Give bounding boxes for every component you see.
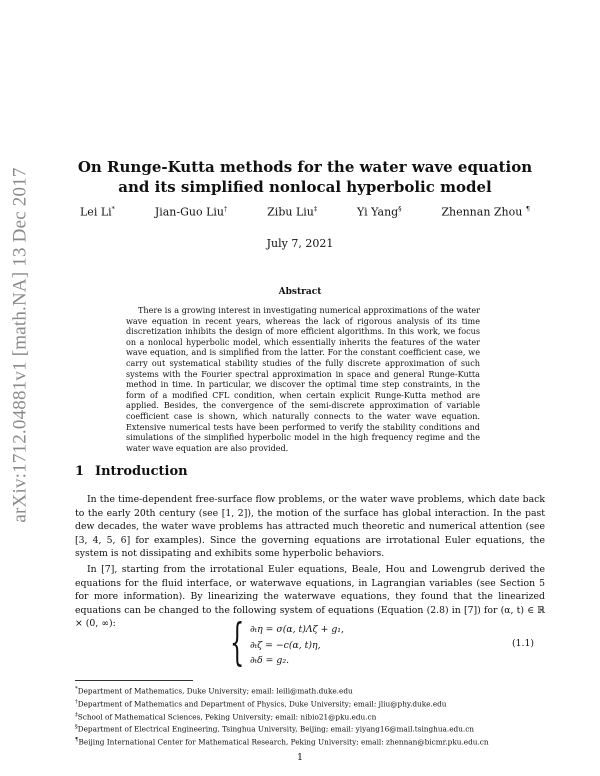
footnote-mark: § [75, 724, 78, 731]
equation-line: ∂ₜη = σ(α, t)Λζ + g₁, [250, 624, 344, 635]
footnotes [75, 684, 545, 748]
abstract-heading: Abstract [278, 287, 322, 297]
page-number: 1 [296, 752, 304, 763]
author-mark: § [398, 205, 402, 213]
footnote: ¶Beijing International Center for Mathematical Research, Peking University; email: zhennan@bicmr.pku.edu.cn [75, 737, 489, 747]
author-mark: * [111, 205, 115, 213]
section-title: Introduction [95, 464, 188, 479]
footnote-mark: ¶ [75, 737, 79, 744]
footnote-mark: * [75, 686, 78, 692]
arxiv-stamp-text: arXiv:1712.04881v1 [math.NA] 13 Dec 2017 [10, 167, 31, 523]
body-paragraph: In [7], starting from the irrotational Euler equations, Beale, Hou and Lowengrub derived the equations for the fluid interface, or waterwave equations, in Lagrangian variables (see Section 5 for more information). By linearizing the waterwave equations, they found that the linearized equations can be changed to the following system of equations (Equation (2.8) in [7]) for (α, t) ∈ ℝ × (0, ∞): [75, 564, 545, 630]
arxiv-stamp [3, 120, 39, 570]
footnote-mark: † [75, 698, 78, 705]
equation-system [230, 613, 380, 671]
author-list [80, 205, 530, 219]
author: Jian-Guo Liu† [154, 205, 228, 219]
equation-line: ∂ₜζ = −c(α, t)η, [250, 639, 321, 651]
footnote: §Department of Electrical Engineering, Tsinghua University, Beijing; email: yiyang16@mail.tsinghua.edu.cn [75, 724, 475, 734]
footnote-divider [75, 680, 193, 681]
author-mark: ¶ [525, 205, 530, 213]
equation-lines [250, 622, 344, 669]
left-brace: { [230, 613, 245, 671]
abstract-text: There is a growing interest in investigating numerical approximations of the water wave equation in recent years, whereas the lack of rigorous analysis of its time discretization inhibits the design of more efficient algorithms. In this work, we focus on a nonlocal hyperbolic model, which essentially inherits the features of the water wave equation, and is simplified from the latter. For the constant coefficient case, we carry out systematical stability studies of the fully discrete approximation of such systems with the Fourier spectral approximation in space and general Runge-Kutta method in time. In particular, we discover the optimal time step constraints, in the form of a modified CFL condition, when certain explicit Runge-Kutta method are applied. Besides, the convergence of the semi-discrete approximation of variable coefficient case is shown, which naturally connects to the water wave equation. Extensive numerical tests have been performed to verify the stability conditions and simulations of the simplified hyperbolic model in the high frequency regime and the water wave equation are also provided. [126, 305, 480, 453]
equation-line: ∂ₜδ = g₂. [250, 655, 290, 666]
author: Zhennan Zhou ¶ [441, 205, 530, 219]
author: Zibu Liu‡ [267, 205, 318, 219]
section-number: 1 [75, 464, 85, 479]
section-heading [75, 464, 188, 479]
paper-date: July 7, 2021 [266, 237, 334, 250]
author-mark: † [224, 205, 228, 213]
author-mark: ‡ [313, 205, 318, 213]
footnote: ‡School of Mathematical Sciences, Peking University; email: nibio21@pku.edu.cn [75, 711, 377, 722]
equation-number: (1.1) [512, 638, 535, 649]
body-paragraph: In the time-dependent free-surface flow problems, or the water wave problems, which date back to the early 20th century (see [1, 2]), the motion of the surface has global interaction. In the past dew decades, the water wave problems has attracted much theoretic and numerical attention (see [3, 4, 5, 6] for examples). Since the governing equations are irrotational Euler equations, the system is not dissipating and exhibits some hyperbolic behaviors. [75, 494, 545, 560]
author: Yi Yang§ [357, 205, 402, 219]
paper-title: On Runge-Kutta methods for the water wave equation and its simplified nonlocal hyperbolic model [77, 158, 533, 196]
footnote: †Department of Mathematics and Department of Physics, Duke University; email: jliu@phy.duke.edu [75, 698, 447, 709]
footnote: *Department of Mathematics, Duke University; email: leili@math.duke.edu [75, 686, 353, 696]
author: Lei Li* [80, 205, 115, 219]
footnote-mark: ‡ [75, 711, 78, 718]
